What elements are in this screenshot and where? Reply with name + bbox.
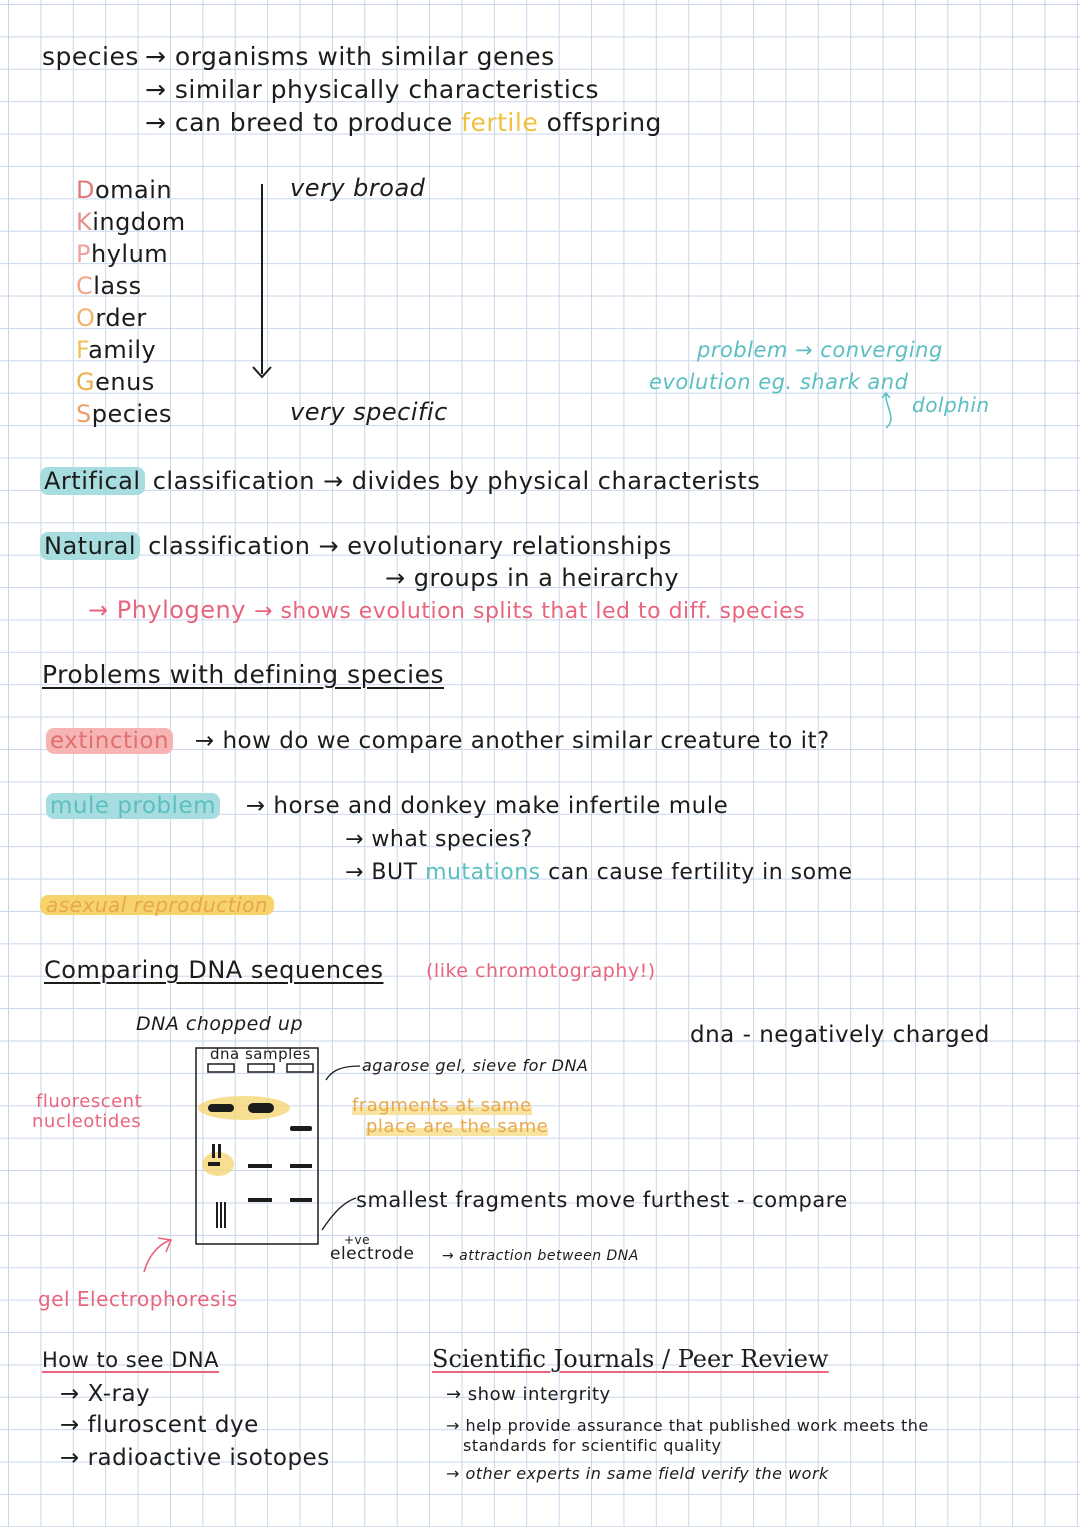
natural-line-2: → groups in a heirarchy bbox=[385, 564, 680, 592]
rank-family bbox=[76, 334, 186, 366]
fluorescent-label-2: nucleotides bbox=[32, 1111, 142, 1132]
rank-initial: G bbox=[76, 368, 96, 396]
band-2a bbox=[248, 1103, 274, 1113]
rank-rest: pecies bbox=[91, 400, 172, 428]
band-3a bbox=[290, 1126, 312, 1131]
mule-question: → what species? bbox=[345, 827, 533, 852]
see-dna-heading: How to see DNA bbox=[42, 1348, 219, 1372]
gel-label-arrow-icon bbox=[138, 1232, 178, 1276]
rank-rest: amily bbox=[88, 336, 157, 364]
rank-initial: C bbox=[76, 272, 94, 300]
rank-rest: omain bbox=[94, 176, 173, 204]
dna-samples-label: dna samples bbox=[210, 1045, 311, 1063]
very-specific-label: very specific bbox=[290, 398, 448, 426]
rank-phylum bbox=[76, 238, 186, 270]
journals-item-3: → other experts in same field verify the work bbox=[446, 1464, 829, 1483]
natural-label: Natural bbox=[40, 532, 140, 560]
journals-item-1: → show intergrity bbox=[446, 1384, 611, 1405]
species-def-fertile: fertile bbox=[461, 108, 539, 137]
convergent-note-line-1: problem → converging bbox=[697, 338, 943, 362]
electrode-plus: +ve bbox=[344, 1233, 371, 1247]
rank-order bbox=[76, 302, 186, 334]
well-3 bbox=[287, 1064, 313, 1072]
rank-kingdom-text bbox=[76, 208, 186, 236]
rank-order-text bbox=[76, 304, 147, 332]
rank-initial: F bbox=[76, 336, 89, 364]
very-broad-label: very broad bbox=[290, 174, 426, 202]
well-2 bbox=[248, 1064, 274, 1072]
see-dna-item-xray: → X-ray bbox=[60, 1381, 151, 1407]
mule-but-mutations: mutations bbox=[425, 860, 541, 885]
band-1b bbox=[212, 1144, 215, 1158]
journals-item-2-line-1: → help provide assurance that published work meets the bbox=[446, 1416, 929, 1435]
rank-initial: S bbox=[76, 400, 92, 428]
mule-label: mule problem bbox=[46, 793, 220, 819]
band-3b bbox=[290, 1164, 312, 1168]
rank-rest: ingdom bbox=[92, 208, 186, 236]
attraction-label: → attraction between DNA bbox=[442, 1248, 639, 1264]
rank-species-text bbox=[76, 400, 172, 428]
band-1d2 bbox=[220, 1202, 222, 1228]
rank-genus bbox=[76, 366, 186, 398]
species-def-genes: organisms with similar genes bbox=[174, 42, 555, 71]
rank-rest: enus bbox=[95, 368, 155, 396]
band-3c bbox=[290, 1198, 312, 1202]
band-1c bbox=[208, 1162, 220, 1166]
journals-heading: Scientific Journals / Peer Review bbox=[432, 1345, 829, 1373]
rank-rest: rder bbox=[95, 304, 147, 332]
fragments-line-1: fragments at same bbox=[352, 1095, 532, 1116]
taxonomy-list bbox=[76, 174, 186, 430]
extinction-line bbox=[46, 730, 830, 753]
convergent-arrow-icon bbox=[878, 392, 918, 432]
mule-but-line bbox=[345, 862, 853, 884]
dna-chopped-label: DNA chopped up bbox=[136, 1013, 304, 1035]
see-dna-item-isotopes: → radioactive isotopes bbox=[60, 1445, 330, 1471]
rank-class bbox=[76, 270, 186, 302]
band-1b2 bbox=[218, 1144, 221, 1158]
phylogeny-rest: → shows evolution splits that led to diff. species bbox=[254, 599, 806, 624]
dna-heading: Comparing DNA sequences bbox=[44, 956, 384, 984]
taxonomy-arrow-head-icon bbox=[252, 366, 272, 380]
extinction-text: → how do we compare another similar creature to it? bbox=[194, 728, 830, 754]
artificial-label: Artifical bbox=[40, 467, 145, 495]
rank-rest: hylum bbox=[90, 240, 169, 268]
band-1d bbox=[216, 1202, 218, 1228]
dna-negative-label: dna - negatively charged bbox=[690, 1022, 990, 1048]
extinction-label: extinction bbox=[46, 728, 173, 754]
taxonomy-arrow-shaft bbox=[261, 184, 263, 374]
rank-initial: P bbox=[76, 240, 91, 268]
rank-domain bbox=[76, 174, 186, 206]
journals-item-2-line-2: standards for scientific quality bbox=[463, 1436, 722, 1455]
dna-heading-note: (like chromotography!) bbox=[426, 960, 656, 982]
problems-heading: Problems with defining species bbox=[42, 660, 444, 689]
mule-but-post: can cause fertility in some bbox=[548, 860, 853, 885]
species-def-breed: can breed to produce bbox=[174, 108, 453, 137]
rank-rest: lass bbox=[93, 272, 142, 300]
rank-genus-text bbox=[76, 368, 155, 396]
artificial-line bbox=[40, 469, 760, 493]
gel-electrophoresis-label: gel Electrophoresis bbox=[38, 1287, 238, 1311]
rank-initial: O bbox=[76, 304, 96, 332]
band-1d3 bbox=[224, 1202, 226, 1228]
convergent-note-line-3: dolphin bbox=[912, 393, 990, 417]
fluorescent-label-1: fluorescent bbox=[36, 1091, 143, 1112]
convergent-note-line-2: evolution eg. shark and bbox=[649, 370, 909, 394]
band-2b bbox=[248, 1164, 272, 1168]
well-1 bbox=[208, 1064, 234, 1072]
see-dna-item-dye: → fluroscent dye bbox=[60, 1412, 259, 1438]
smallest-label: smallest fragments move furthest - compare bbox=[356, 1188, 848, 1212]
fragments-line-2: place are the same bbox=[366, 1116, 549, 1137]
species-def-physical: similar physically characteristics bbox=[174, 75, 600, 104]
species-def-line-1: → organisms with similar genes bbox=[145, 42, 555, 71]
species-label: species bbox=[42, 42, 139, 71]
artificial-rest: classification → divides by physical characterists bbox=[152, 467, 761, 495]
rank-class-text bbox=[76, 272, 142, 300]
asexual-label: asexual reproduction bbox=[40, 895, 274, 915]
natural-rest: classification → evolutionary relationships bbox=[148, 532, 672, 560]
mule-text: → horse and donkey make infertile mule bbox=[245, 793, 729, 819]
species-def-line-2: → similar physically characteristics bbox=[145, 75, 600, 104]
agarose-label: agarose gel, sieve for DNA bbox=[362, 1056, 589, 1075]
rank-family-text bbox=[76, 336, 156, 364]
mule-line bbox=[46, 795, 728, 818]
phylogeny-label: → Phylogeny bbox=[88, 596, 246, 624]
rank-domain-text bbox=[76, 176, 172, 204]
rank-species bbox=[76, 398, 186, 430]
rank-kingdom bbox=[76, 206, 186, 238]
smallest-pointer-icon bbox=[318, 1196, 358, 1236]
band-2c bbox=[248, 1198, 272, 1202]
rank-phylum-text bbox=[76, 240, 168, 268]
natural-line bbox=[40, 534, 672, 558]
agarose-pointer-icon bbox=[322, 1056, 362, 1086]
rank-initial: K bbox=[76, 208, 93, 236]
species-def-offspring: offspring bbox=[546, 108, 662, 137]
electrode-label: electrode bbox=[330, 1244, 415, 1264]
gel-diagram bbox=[190, 1040, 330, 1250]
species-def-line-3: → can breed to produce fertile offspring bbox=[145, 108, 662, 137]
band-1a bbox=[208, 1104, 234, 1112]
phylogeny-line bbox=[88, 598, 805, 623]
mule-but-pre: → BUT bbox=[345, 860, 418, 885]
rank-initial: D bbox=[76, 176, 95, 204]
